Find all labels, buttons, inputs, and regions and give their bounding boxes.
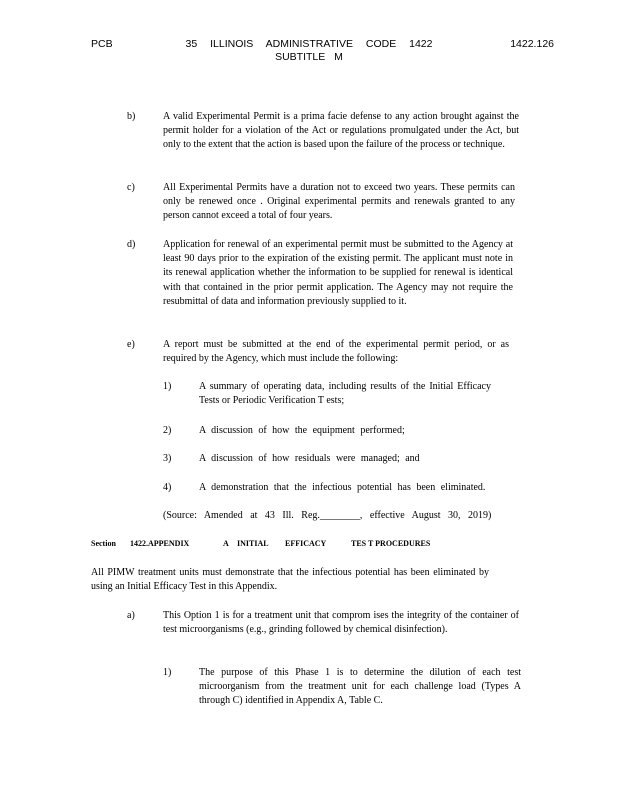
sub-item-label-1: 1) xyxy=(163,381,172,392)
section-word: Section xyxy=(91,539,116,548)
item-text-b: A valid Experimental Permit is a prima facie defense to any action brought against the permit holder for a violation of the Act or regulations promulgated under the Act, but only to the extent that the action is based upon the failure of the process or technique. xyxy=(163,111,519,151)
item-label-c: c) xyxy=(127,182,135,193)
sub-item-label-2: 2) xyxy=(163,425,172,436)
sub-item-text-1: A summary of operating data, including results of the Initial Efficacy Tests or Periodic Verification T ests; xyxy=(199,381,491,407)
appendix-item-label-a: a) xyxy=(127,610,135,621)
intro-paragraph: All PIMW treatment units must demonstrate that the infectious potential has been eliminated by using an Initial Efficacy Test in this Appendix. xyxy=(91,567,489,593)
header-right: 1422.126 xyxy=(510,38,554,50)
section-title-b: EFFICACY xyxy=(285,539,327,548)
item-label-e: e) xyxy=(127,339,135,350)
section-number: 1422.APPENDIX xyxy=(130,539,190,548)
header-center-line1: 35 ILLINOIS ADMINISTRATIVE CODE 1422 xyxy=(185,38,433,50)
appendix-sub-item-text-1: The purpose of this Phase 1 is to determine the dilution of each test microorganism from the treatment unit for each challenge load (Types A through C) identified in Appendix A, Table C. xyxy=(199,667,521,707)
section-letter: A xyxy=(223,539,229,548)
appendix-sub-item-label-1: 1) xyxy=(163,667,172,678)
sub-item-text-4: A demonstration that the infectious potential has been eliminated. xyxy=(199,482,486,493)
header-center-line2: SUBTITLE M xyxy=(275,50,343,63)
source-note: (Source: Amended at 43 Ill. Reg.________, effective August 30, 2019) xyxy=(163,510,492,521)
item-text-d: Application for renewal of an experimental permit must be submitted to the Agency at least 90 days prior to the expiration of the existing permit. The applicant must note in its renewal application whether the information to be supplied for renewal is identical with that contained in the prior permit application. The Agency may not require the resubmittal of data and information previously supplied to it. xyxy=(163,239,513,307)
item-label-b: b) xyxy=(127,111,136,122)
section-title-a: INITIAL xyxy=(237,539,269,548)
header-left: PCB xyxy=(91,38,113,50)
sub-item-label-3: 3) xyxy=(163,453,172,464)
item-text-e: A report must be submitted at the end of the experimental permit period, or as required by the Agency, which must include the following: xyxy=(163,339,509,365)
sub-item-text-2: A discussion of how the equipment performed; xyxy=(199,425,405,436)
sub-item-text-3: A discussion of how residuals were managed; and xyxy=(199,453,420,464)
sub-item-label-4: 4) xyxy=(163,482,172,493)
item-label-d: d) xyxy=(127,239,136,250)
item-text-c: All Experimental Permits have a duration not to exceed two years. These permits can only be renewed once . Original experimental permits and renewals granted to any person cannot exceed a total of four years. xyxy=(163,182,515,222)
appendix-item-text-a: This Option 1 is for a treatment unit that comprom ises the integrity of the container of test microorganisms (e.g., grinding followed by chemical disinfection). xyxy=(163,610,519,636)
section-title-c: TES T PROCEDURES xyxy=(351,539,431,548)
